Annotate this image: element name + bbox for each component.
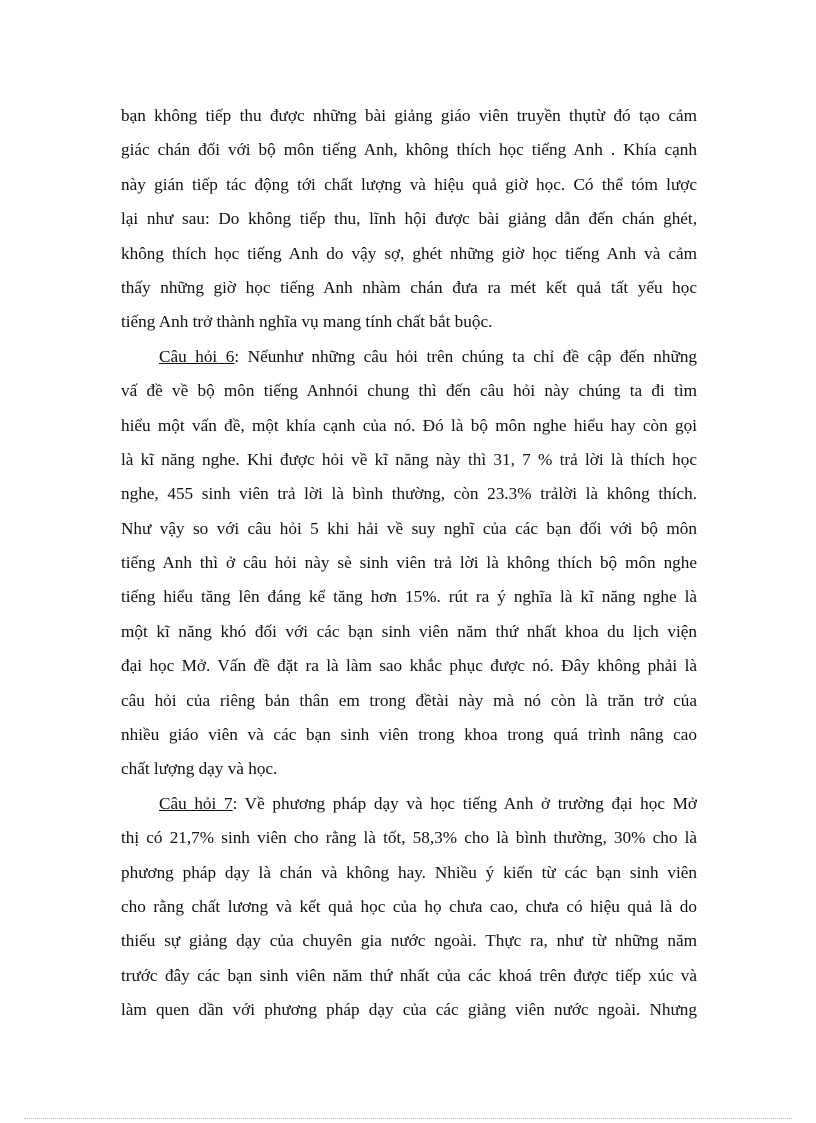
text-line: phương pháp dạy là chán và không hay. Nhiều ý kiến từ các bạn sinh viên <box>121 862 697 882</box>
text-line: thiếu sự giảng dạy của chuyên gia nước ngoài. Thực ra, như từ những năm <box>121 931 697 951</box>
paragraph-continuation <box>121 99 697 340</box>
document-body <box>121 99 697 1028</box>
page-bottom-dotted-rule <box>24 1118 792 1119</box>
question-heading: Câu hỏi 7 <box>159 793 233 813</box>
text-line: bạn không tiếp thu được những bài giảng giáo viên truyền thụtừ đó tạo cảm <box>121 106 697 125</box>
text-line: nghe, 455 sinh viên trả lời là bình thường, còn 23.3% trảlời là không thích. <box>121 484 697 504</box>
text-run: : Về phương pháp dạy và học tiếng Anh ở trường đại học Mở <box>232 793 697 813</box>
text-line: là kĩ năng nghe. Khi được hỏi về kĩ năng này thì 31, 7 % trả lời là thích học <box>121 449 697 469</box>
text-line: này gián tiếp tác động tới chất lượng và hiệu quả giờ học. Có thể tóm lược <box>121 174 697 194</box>
text-line: giác chán đối với bộ môn tiếng Anh, không thích học tiếng Anh . Khía cạnh <box>121 140 697 160</box>
text-line: tiếng Anh thì ở câu hỏi này sè sinh viên trả lời là không thích bộ môn nghe <box>121 553 697 573</box>
paragraph-question-7 <box>121 787 697 1028</box>
text-line <box>121 340 697 374</box>
text-line: vấ đề về bộ môn tiếng Anhnói chung thì đến câu hỏi này chúng ta đi tìm <box>121 381 697 401</box>
text-run: : Nếunhư những câu hỏi trên chúng ta chỉ đề cập đến những <box>234 346 697 366</box>
text-line: cho rằng chất lương và kết quả học của họ chưa cao, chưa có hiệu quả là do <box>121 896 697 916</box>
text-line: thị có 21,7% sinh viên cho rằng là tốt, 58,3% cho là bình thường, 30% cho là <box>121 828 697 848</box>
text-line: hiểu một vấn đề, một khía cạnh của nó. Đó là bộ môn nghe hiểu hay còn gọi <box>121 415 697 435</box>
text-line: tiếng Anh trở thành nghĩa vụ mang tính chất bắt buộc. <box>121 312 493 332</box>
text-line: trước đây các bạn sinh viên năm thứ nhất của các khoá trên được tiếp xúc và <box>121 965 697 985</box>
text-line: câu hỏi của riêng bản thân em trong đềtài này mà nó còn là trăn trở của <box>121 690 697 710</box>
text-line: lại như sau: Do không tiếp thu, lĩnh hội được bài giảng dẫn đến chán ghét, <box>121 209 697 229</box>
text-line: tiếng hiểu tăng lên đáng kể tăng hơn 15%. rút ra ý nghĩa là kĩ năng nghe là <box>121 587 697 607</box>
text-line: làm quen dần với phương pháp dạy của các giảng viên nước ngoài. Nhưng <box>121 1000 697 1020</box>
text-line: đại học Mở. Vấn đề đặt ra là làm sao khắc phục được nó. Đây không phải là <box>121 656 697 676</box>
text-line: Như vậy so với câu hỏi 5 khi hải về suy nghĩ của các bạn đối với bộ môn <box>121 518 697 538</box>
question-heading: Câu hỏi 6 <box>159 346 235 366</box>
text-line: thấy những giờ học tiếng Anh nhàm chán đưa ra mét kết quả tất yếu học <box>121 277 697 297</box>
text-line: chất lượng dạy và học. <box>121 759 278 779</box>
text-line: không thích học tiếng Anh do vậy sợ, ghét những giờ học tiếng Anh và cảm <box>121 243 697 263</box>
text-line: một kĩ năng khó đối với các bạn sinh viên năm thứ nhất khoa du lịch viện <box>121 621 697 641</box>
text-line <box>121 787 697 821</box>
text-line: nhiều giáo viên và các bạn sinh viên trong khoa trong quá trình nâng cao <box>121 725 697 745</box>
paragraph-question-6 <box>121 340 697 787</box>
